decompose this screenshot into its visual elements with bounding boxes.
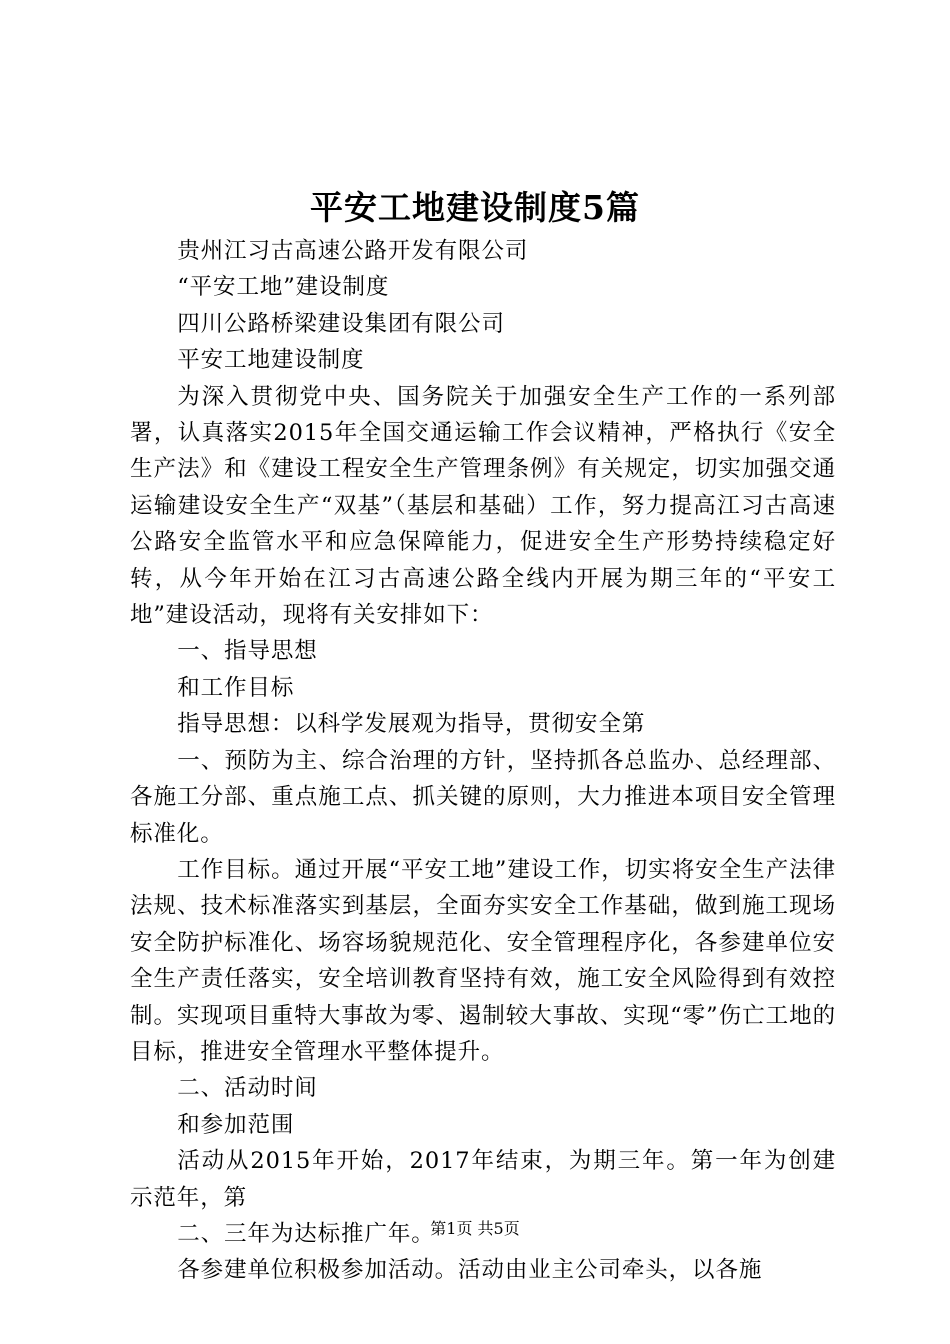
paragraph-policy: 一、预防为主、综合治理的方针，坚持抓各总监办、总经理部、各施工分部、重点施工点、抓关键的原则，大力推进本项目安全管理标准化。 [130,747,836,847]
paragraph-subtitle: 平安工地建设制度 [177,347,365,374]
document-title: 平安工地建设制度5篇 [310,188,640,227]
paragraph-system-name: “平安工地”建设制度 [177,274,390,301]
heading-work-goal: 和工作目标 [177,674,295,701]
paragraph-intro: 为深入贯彻党中央、国务院关于加强安全生产工作的一系列部署，认真落实2015年全国交通运输工作会议精神，严格执行《安全生产法》和《建设工程安全生产管理条例》有关规定，切实加强交通运输建设安全生产“双基”（基层和基础）工作，努力提高江习古高速公路安全监管水平和应急保障能力，促进安全生产形势持续稳定好转，从今年开始在江习古高速公路全线内开展为期三年的“平安工地”建设活动，现将有关安排如下： [130,383,836,629]
paragraph-promotion-year: 二、三年为达标推广年。 [177,1220,435,1247]
paragraph-participation: 各参建单位积极参加活动。活动由业主公司牵头，以各施 [177,1257,763,1284]
heading-activity-time: 二、活动时间 [177,1075,318,1102]
paragraph-group: 四川公路桥梁建设集团有限公司 [177,310,505,337]
heading-scope: 和参加范围 [177,1111,295,1138]
paragraph-company: 贵州江习古高速公路开发有限公司 [177,238,529,264]
paragraph-work-goal: 工作目标。通过开展“平安工地”建设工作，切实将安全生产法律法规、技术标准落实到基层，全面夯实安全工作基础，做到施工现场安全防护标准化、场容场貌规范化、安全管理程序化，各参建单位安全生产责任落实，安全培训教育坚持有效，施工安全风险得到有效控制。实现项目重特大事故为零、遏制较大事故、实现“零”伤亡工地的目标，推进安全管理水平整体提升。 [130,856,836,1065]
heading-guiding-thought: 一、指导思想 [177,638,318,665]
page-footer: 第1页 共5页 [430,1219,520,1238]
paragraph-activity-time: 活动从2015年开始，2017年结束，为期三年。第一年为创建示范年，第 [130,1148,836,1211]
document-body [130,233,836,1289]
paragraph-guiding-thought: 指导思想：以科学发展观为指导，贯彻安全第 [177,711,646,738]
